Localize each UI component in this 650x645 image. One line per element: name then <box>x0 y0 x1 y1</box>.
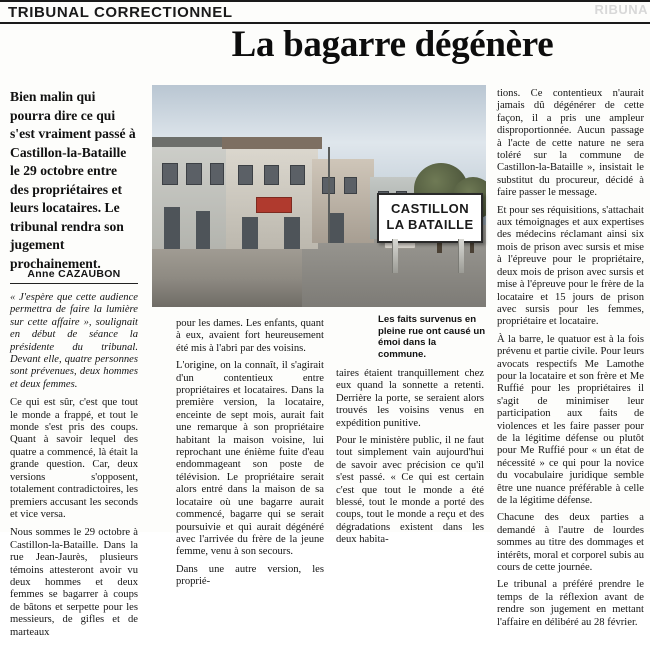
village-sign-text <box>379 195 481 233</box>
photo-window <box>186 163 202 185</box>
paragraph: taires étaient tranquillement chez eux quand la sonnette a retenti. Derrière la porte, se seraient alors trouvés les voisins venus en expédition punitive. <box>336 368 484 429</box>
photo-building-right <box>312 159 374 243</box>
sign-post <box>392 239 398 273</box>
photo-roof <box>222 137 322 149</box>
section-rubric: TRIBUNAL CORRECTIONNEL <box>8 4 233 21</box>
photo-window <box>264 165 279 185</box>
photo-window <box>210 163 224 185</box>
paragraph: L'origine, on la connaît, il s'agirait d'un contentieux entre propriétaires et locataires. Dans la première version, la locataire, enceinte de sept mois, aurait fait une remarque à son propriétaire habitant la maison voisine, lui reprochant une énième fuite d'eau endommageant son poste de télévision. Le propriétaire serait alors entré dans la maison de sa locataire où une bagarre aurait commencé, bagarre qui se serait poursuivie et qui aurait dégénéré avec l'arrivée du frère de la jeune femme, venu à son secours. <box>176 360 324 558</box>
body-column-3 <box>336 368 484 552</box>
body-column-4 <box>497 88 644 634</box>
photo-red-sign <box>256 197 292 213</box>
paragraph: Dans une autre version, les proprié- <box>176 563 324 588</box>
paragraph: Et pour ses réquisitions, s'attachait aux témoignages et aux expertises des médecins réclamant ainsi six mois de prison avec sursis et mise à l'épreuve pour le propriétaire, deux mois de prison avec sursis et mise à l'épreuve pour le frère de la locataire et 15 jours de prison avec sursis pour les femmes, propriétaire et locataire. <box>497 204 644 328</box>
paragraph: Pour le ministère public, il ne faut tout simplement vain aujourd'hui de savoir avec précision ce qu'il s'est passé. « Ce qui est certain c'est que tout le monde a été blessé, tout le monde a porté des coups, tout le monde a reçu et des dégradations existent dans les deux habita- <box>336 435 484 546</box>
byline: Anne CAZAUBON <box>10 268 138 284</box>
paragraph: Le tribunal a préféré prendre le temps de la réflexion avant de rendre son jugement en mettant l'affaire en délibéré au 28 février. <box>497 579 644 628</box>
photo-door <box>196 211 210 249</box>
photo-window <box>290 165 305 185</box>
photo-window <box>162 163 178 185</box>
paragraph: Chacune des deux parties a demandé à l'autre de lourdes sommes au titre des dommages et intérêts, moral et corporel subis au cours de cette journée. <box>497 512 644 574</box>
village-name-sign <box>377 193 483 243</box>
photo-door <box>330 213 344 243</box>
paragraph: tions. Ce contentieux n'aurait jamais dû dégénérer de cette façon, il a pris une ampleur disproportionnée. Aucun passage à l'acte de cette nature ne sera toléré sur la commune de Castillon-la-Bataille », insistait le substitut du procureur, décidé à faire passer le message. <box>497 88 644 199</box>
photo-pole <box>328 147 330 243</box>
masthead <box>0 0 650 24</box>
photo-door <box>242 217 258 249</box>
photo-window <box>238 165 253 185</box>
body-column-1 <box>10 292 138 645</box>
village-sign-line-2: LA BATAILLE <box>386 217 474 232</box>
masthead-ghost-text: RIBUNA <box>594 2 648 17</box>
body-column-2 <box>176 318 324 594</box>
paragraph: « J'espère que cette audience permettra de faire la lumière sur cette affaire », soulignait en début de séance la présidente du tribunal. Devant elle, quatre personnes sont prévenues, deux hommes et deux femmes. <box>10 292 138 390</box>
photo-building-center <box>226 145 318 249</box>
photo-door <box>284 217 300 249</box>
village-sign-posts <box>392 239 464 273</box>
photo-roof <box>152 137 230 147</box>
paragraph: À la barre, le quatuor est à la fois prévenu et partie civile. Pour leurs avocats respectifs Me Lamothe pour la locataire et son frère et Me Ruffié pour les propriétaires il s'agit de minimiser leur participation aux faits de violences et les faire passer pour de la légitime défense ou plutôt pour Me Ruffié pour « un état de nécessité » ce qui pour la novice du vocabulaire juridique semble être une nuance préférable à celle de la légitime défense. <box>497 333 644 506</box>
paragraph: pour les dames. Les enfants, quant à eux, avaient fort heureusement été mis à l'abri par des voisins. <box>176 318 324 354</box>
photo-building-left <box>152 137 231 249</box>
photo-window <box>344 177 357 194</box>
article-standfirst: Bien malin qui pourra dire ce qui s'est vraiment passé à Castillon-la-Bataille le 29 octobre entre des propriétaires et leurs locataires. Le tribunal rendra son jugement prochainement. <box>10 89 136 271</box>
photo-caption: Les faits survenus en pleine rue ont causé un émoi dans la commune. <box>378 314 486 360</box>
article-headline: La bagarre dégénère <box>231 24 554 65</box>
paragraph: Nous sommes le 29 octobre à Castillon-la-Bataille. Dans la rue Jean-Jaurès, plusieurs témoins attesteront avoir vu deux hommes et deux femmes se bagarrer à coups de bâtons et serpette pour les messieurs, de gifles et de marteaux <box>10 527 138 638</box>
village-sign-line-1: CASTILLON <box>391 201 469 216</box>
photo-door <box>164 207 180 249</box>
paragraph: Ce qui est sûr, c'est que tout le monde a frappé, et tout le monde s'est pris des coups. Quant à savoir lequel des quatre a commencé, là était la grande question. Car, deux versions s'opposent, totalement contradictoires, les premiers accusant les seconds et vice versa. <box>10 397 138 520</box>
sign-post <box>458 239 464 273</box>
